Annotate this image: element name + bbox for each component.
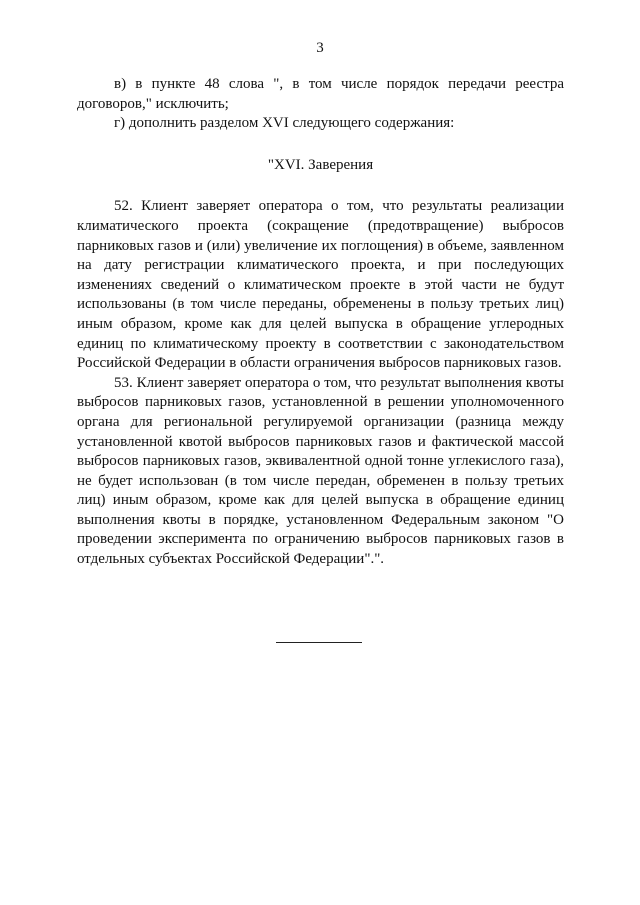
paragraph-g: г) дополнить разделом XVI следующего содержания: (114, 115, 455, 132)
document-body (77, 75, 564, 570)
paragraph-v: в) в пункте 48 слова ", в том числе порядок передачи реестра договоров," исключить; (77, 76, 564, 112)
closing-rule (276, 642, 362, 643)
paragraph-52: 52. Клиент заверяет оператора о том, что результаты реализации климатического проекта (сокращение (предотвращение) выбросов парниковых газов и (или) увеличение их поглощения) в объеме, заявленном на дату регистрации климатического проекта, и при последующих изменениях сведений о климатическом проекте в этой части не будут использованы (в том числе переданы, обременены в пользу третьих лиц) иным образом, кроме как для целей выпуска в обращение углеродных единиц по климатическому проекту в соответствии с законодательством Российской Федерации в области ограничения выбросов парниковых газов. (77, 198, 564, 372)
section-heading: "XVI. Заверения (267, 156, 374, 173)
page-number: 3 (316, 40, 324, 56)
paragraph-53: 53. Клиент заверяет оператора о том, что результат выполнения квоты выбросов парниковых газов, установленной в решении уполномоченного органа для региональной регулируемой организации (разница между установленной квотой выбросов парниковых газов и фактической массой выбросов парниковых газов, эквивалентной одной тонне углекислого газа), не будет использован (в том числе передан, обременен в пользу третьих лиц) иным образом, кроме как для целей выпуска в обращение единиц выполнения квоты в порядке, установленном Федеральным законом "О проведении эксперимента по ограничению выбросов парниковых газов в отдельных субъектах Российской Федерации".". (77, 374, 564, 568)
